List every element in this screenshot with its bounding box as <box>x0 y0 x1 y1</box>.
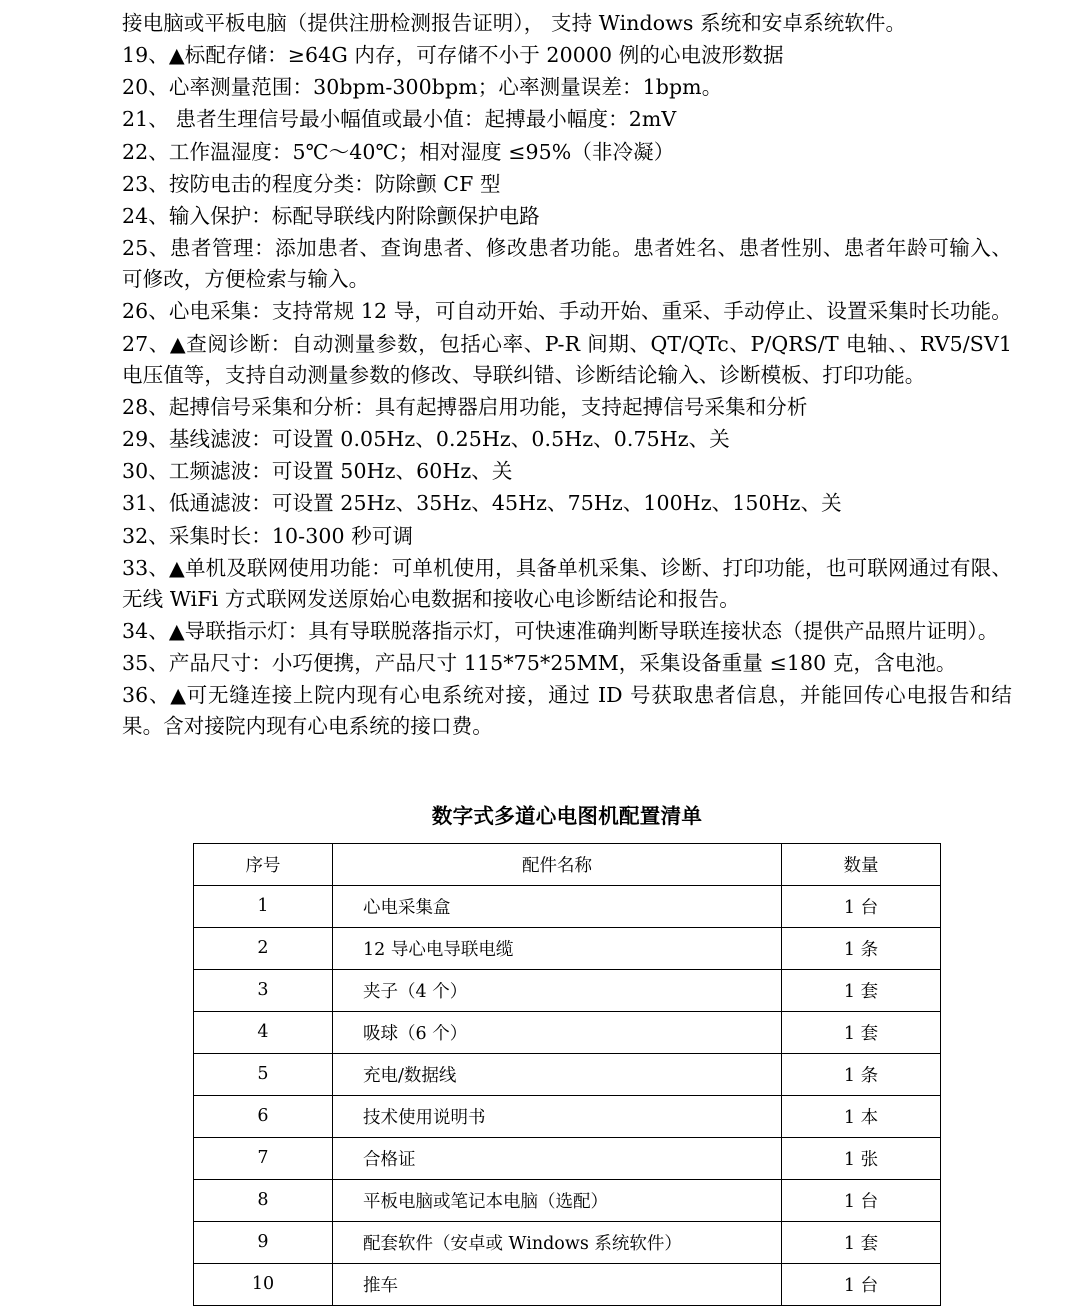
spec-paragraph: 接电脑或平板电脑（提供注册检测报告证明）， 支持 Windows 系统和安卓系统软件。 <box>122 11 907 35</box>
spec-paragraph: 23、按防电击的程度分类：防除颤 CF 型 <box>122 171 501 196</box>
cell-no: 4 <box>194 1011 333 1053</box>
spec-paragraph: 26、心电采集：支持常规 12 导，可自动开始、手动开始、重采、手动停止、设置采集时长功能。 <box>122 299 1012 324</box>
spec-paragraph: 22、工作温湿度：5℃～40℃；相对湿度 ≤95%（非冷凝） <box>122 139 675 164</box>
cell-name: 夹子（4 个） <box>333 969 782 1011</box>
cell-qty: 1 条 <box>782 1053 941 1095</box>
spec-paragraph: 27、▲查阅诊断：自动测量参数，包括心率、P-R 间期、QT/QTc、P/QRS/T 电轴、、RV5/SV1 电压值等，支持自动测量参数的修改、导联纠错、诊断结论输入、诊断模板、打印功能。 <box>122 331 1012 387</box>
cell-name: 推车 <box>333 1263 782 1305</box>
cell-qty: 1 套 <box>782 1221 941 1263</box>
cell-qty: 1 张 <box>782 1137 941 1179</box>
table-row <box>194 1011 941 1053</box>
table-row <box>194 1263 941 1305</box>
cell-no: 8 <box>194 1179 333 1221</box>
column-header-qty: 数量 <box>782 843 941 885</box>
spec-paragraph: 29、基线滤波：可设置 0.05Hz、0.25Hz、0.5Hz、0.75Hz、关 <box>122 427 730 452</box>
column-header-name: 配件名称 <box>333 843 782 885</box>
cell-name: 12 导心电导联电缆 <box>333 927 782 969</box>
configuration-table <box>193 843 941 1306</box>
table-row <box>194 1221 941 1263</box>
spec-paragraph: 19、▲标配存储：≥64G 内存，可存储不小于 20000 例的心电波形数据 <box>122 43 784 68</box>
column-header-no: 序号 <box>194 843 333 885</box>
cell-qty: 1 台 <box>782 885 941 927</box>
cell-qty: 1 条 <box>782 927 941 969</box>
cell-no: 9 <box>194 1221 333 1263</box>
table-row <box>194 1053 941 1095</box>
spec-paragraph: 20、心率测量范围：30bpm-300bpm；心率测量误差：1bpm。 <box>122 75 723 100</box>
spec-paragraph: 24、输入保护：标配导联线内附除颤保护电路 <box>122 203 540 228</box>
table-row <box>194 927 941 969</box>
cell-no: 7 <box>194 1137 333 1179</box>
cell-name: 充电/数据线 <box>333 1053 782 1095</box>
table-row <box>194 1179 941 1221</box>
cell-no: 6 <box>194 1095 333 1137</box>
spec-paragraph: 25、患者管理：添加患者、查询患者、修改患者功能。患者姓名、患者性别、患者年龄可输入、可修改，方便检索与输入。 <box>122 236 1012 292</box>
cell-name: 配套软件（安卓或 Windows 系统软件） <box>333 1221 782 1263</box>
cell-name: 吸球（6 个） <box>333 1011 782 1053</box>
cell-no: 10 <box>194 1263 333 1305</box>
spec-paragraph: 32、采集时长：10-300 秒可调 <box>122 523 414 548</box>
cell-no: 3 <box>194 969 333 1011</box>
cell-no: 2 <box>194 927 333 969</box>
table-row <box>194 969 941 1011</box>
cell-qty: 1 台 <box>782 1263 941 1305</box>
cell-no: 5 <box>194 1053 333 1095</box>
cell-no: 1 <box>194 885 333 927</box>
spec-paragraph-list <box>122 8 1012 743</box>
cell-qty: 1 台 <box>782 1179 941 1221</box>
configuration-table-title: 数字式多道心电图机配置清单 <box>431 803 703 828</box>
spec-paragraph: 34、▲导联指示灯：具有导联脱落指示灯，可快速准确判断导联连接状态（提供产品照片证明）。 <box>122 618 999 643</box>
spec-paragraph: 36、▲可无缝连接上院内现有心电系统对接，通过 ID 号获取患者信息，并能回传心电报告和结果。含对接院内现有心电系统的接口费。 <box>122 683 1012 739</box>
table-row <box>194 1137 941 1179</box>
spec-paragraph: 35、产品尺寸：小巧便携，产品尺寸 115*75*25MM，采集设备重量 ≤180 克，含电池。 <box>122 651 957 676</box>
table-row <box>194 885 941 927</box>
table-row <box>194 1095 941 1137</box>
cell-name: 平板电脑或笔记本电脑（选配） <box>333 1179 782 1221</box>
cell-qty: 1 本 <box>782 1095 941 1137</box>
cell-name: 心电采集盒 <box>333 885 782 927</box>
table-header-row <box>194 843 941 885</box>
cell-name: 技术使用说明书 <box>333 1095 782 1137</box>
spec-paragraph: 30、工频滤波：可设置 50Hz、60Hz、关 <box>122 459 513 484</box>
cell-qty: 1 套 <box>782 969 941 1011</box>
spec-paragraph: 31、低通滤波：可设置 25Hz、35Hz、45Hz、75Hz、100Hz、150Hz、关 <box>122 491 842 516</box>
cell-name: 合格证 <box>333 1137 782 1179</box>
spec-paragraph: 28、起搏信号采集和分析：具有起搏器启用功能，支持起搏信号采集和分析 <box>122 394 808 419</box>
spec-paragraph: 21、 患者生理信号最小幅值或最小值：起搏最小幅度：2mV <box>122 107 677 132</box>
cell-qty: 1 套 <box>782 1011 941 1053</box>
spec-paragraph: 33、▲单机及联网使用功能：可单机使用，具备单机采集、诊断、打印功能，也可联网通过有限、无线 WiFi 方式联网发送原始心电数据和接收心电诊断结论和报告。 <box>122 555 1012 611</box>
